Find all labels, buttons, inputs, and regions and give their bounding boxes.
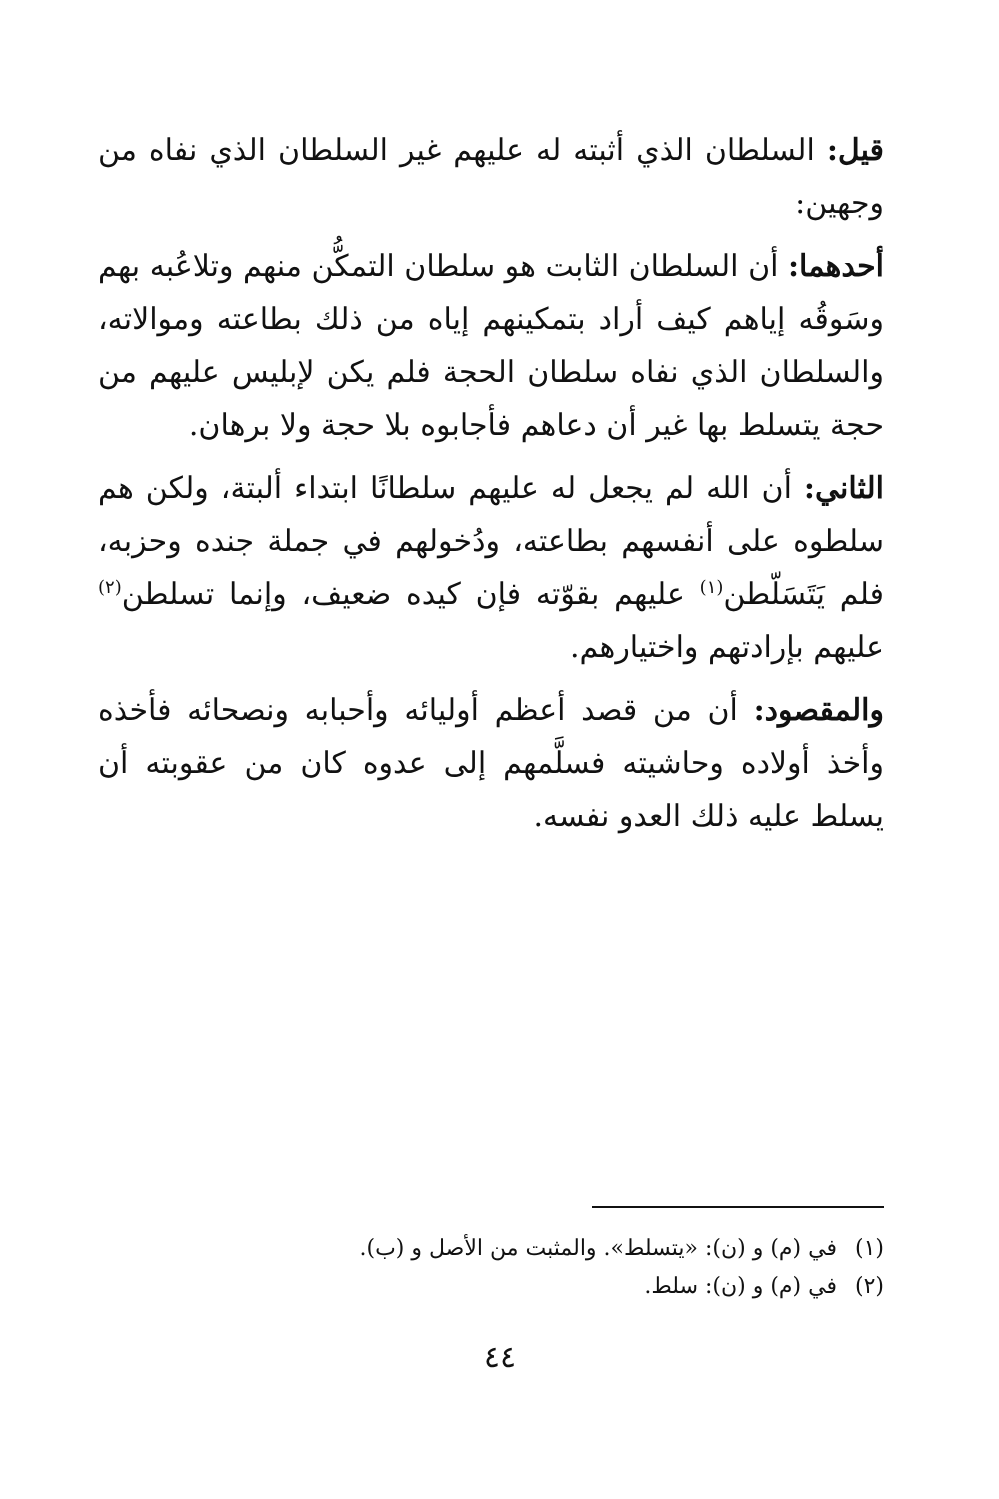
paragraph-text: عليهم بقوّته فإن كيده ضعيف، وإنما تسلطن	[121, 577, 700, 612]
paragraph-first-aspect	[98, 240, 884, 452]
footnote-divider	[592, 1206, 884, 1208]
footnote-text: في (م) و (ن): «يتسلط». والمثبت من الأصل و (ب).	[359, 1236, 837, 1261]
footnote-reference-1[interactable]: (١)	[699, 577, 724, 598]
paragraph-second-aspect	[98, 462, 884, 674]
paragraph-lead: الثاني:	[803, 471, 884, 506]
paragraph-conclusion	[98, 684, 884, 843]
paragraph-text: عليهم بإرادتهم واختيارهم.	[570, 630, 884, 665]
page-number: ٤٤	[483, 1340, 517, 1375]
paragraph-lead: قيل:	[826, 133, 884, 168]
footnote-item	[300, 1268, 884, 1306]
paragraph-intro	[98, 124, 884, 230]
paragraph-text: أن السلطان الثابت هو سلطان التمكُّن منهم وتلاعُبه بهم وسَوقُه إياهم كيف أراد بتمكينهم إياه من ذلك بطاعته وموالاته، والسلطان الذي نفاه سلطان الحجة فلم يكن لإبليس عليهم من حجة يتسلط بها غير أن دعاهم فأجابوه بلا حجة ولا برهان.	[98, 249, 884, 443]
paragraph-lead: والمقصود:	[753, 693, 884, 728]
footnote-reference-2[interactable]: (٢)	[98, 577, 122, 598]
footnotes	[300, 1230, 884, 1306]
paragraph-text: أن الله لم يجعل له عليهم سلطانًا ابتداء ألبتة، ولكن هم سلطوه على أنفسهم بطاعته، ودُخولهم في جملة جنده وحزبه، فلم يَتَسَلّطن	[98, 471, 884, 612]
paragraph-text: أن من قصد أعظم أوليائه وأحبابه ونصحائه فأخذه وأخذ أولاده وحاشيته فسلَّمهم إلى عدوه كان من عقوبته أن يسلط عليه ذلك العدو نفسه.	[98, 693, 884, 834]
footnote-text: في (م) و (ن): سلط.	[644, 1274, 837, 1299]
footnote-number: (٢)	[854, 1274, 884, 1299]
footnote-item	[300, 1230, 884, 1268]
footnote-number: (١)	[854, 1236, 884, 1261]
paragraph-text: السلطان الذي أثبته له عليهم غير السلطان الذي نفاه من وجهين:	[98, 133, 884, 221]
paragraph-lead: أحدهما:	[787, 249, 884, 284]
